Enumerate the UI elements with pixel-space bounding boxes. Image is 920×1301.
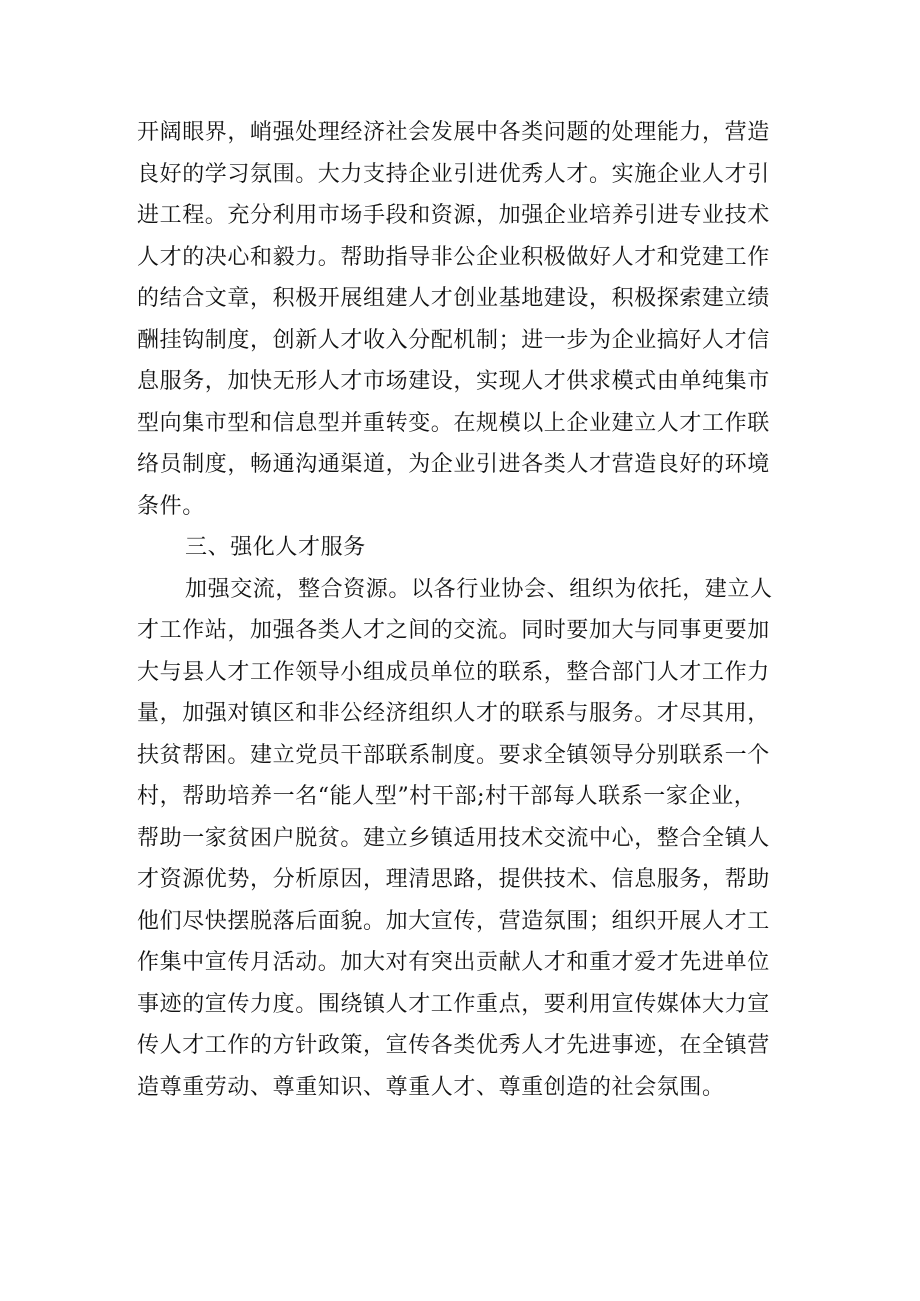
text-line: 息服务，加快无形人才市场建设，实现人才供求模式由单纯集市 bbox=[137, 369, 770, 394]
text-line: 大与县人才工作领导小组成员单位的联系，整合部门人才工作力 bbox=[137, 659, 770, 685]
text-line: 他们尽快摆脱落后面貌。加大宣传，营造氛围；组织开展人才工 bbox=[137, 908, 770, 934]
text-line: 的结合文章，积极开展组建人才创业基地建设，积极探索建立绩 bbox=[137, 286, 770, 311]
section-heading: 三、强化人才服务 bbox=[185, 535, 366, 560]
document-body bbox=[137, 112, 787, 1108]
text-line: 传人才工作的方针政策，宣传各类优秀人才先进事迹，在全镇营 bbox=[137, 1033, 770, 1058]
text-line: 才工作站，加强各类人才之间的交流。同时要加大与同事更要加 bbox=[137, 618, 770, 643]
text-line: 造尊重劳动、尊重知识、尊重人才、尊重创造的社会氛围。 bbox=[137, 1074, 725, 1100]
text-line: 人才的决心和毅力。帮助指导非公企业积极做好人才和党建工作 bbox=[137, 244, 770, 270]
text-line: 进工程。充分利用市场手段和资源，加强企业培养引进专业技术 bbox=[137, 203, 770, 228]
paragraph-talent-service bbox=[137, 569, 787, 1109]
text-line: 才资源优势，分析原因，理清思路，提供技术、信息服务，帮助 bbox=[137, 867, 770, 892]
text-line: 作集中宣传月活动。加大对有突出贡献人才和重才爱才先进单位 bbox=[137, 950, 770, 975]
text-line: 良好的学习氛围。大力支持企业引进优秀人才。实施企业人才引 bbox=[137, 161, 770, 187]
text-line: 村，帮助培养一名“能人型”村干部;村干部每人联系一家企业， bbox=[137, 784, 757, 809]
text-line: 开阔眼界，峭强处理经济社会发展中各类问题的处理能力，营造 bbox=[137, 120, 770, 145]
text-line: 事迹的宣传力度。围绕镇人才工作重点，要利用宣传媒体大力宣 bbox=[137, 991, 770, 1017]
text-line: 扶贫帮困。建立党员干部联系制度。要求全镇领导分别联系一个 bbox=[137, 742, 770, 768]
text-line: 量，加强对镇区和非公经济组织人才的联系与服务。才尽其用， bbox=[137, 701, 770, 726]
text-line: 加强交流，整合资源。以各行业协会、组织为依托，建立人 bbox=[185, 576, 773, 602]
text-line: 型向集市型和信息型并重转变。在规模以上企业建立人才工作联 bbox=[137, 410, 770, 436]
text-line: 络员制度，畅通沟通渠道，为企业引进各类人才营造良好的环境 bbox=[137, 452, 770, 477]
paragraph-talent-introduction bbox=[137, 112, 787, 527]
text-line: 条件。 bbox=[137, 493, 205, 519]
text-line: 帮助一家贫困户脱贫。建立乡镇适用技术交流中心，整合全镇人 bbox=[137, 825, 770, 851]
text-line: 酬挂钩制度，创新人才收入分配机制；进一步为企业搞好人才信 bbox=[137, 327, 770, 353]
